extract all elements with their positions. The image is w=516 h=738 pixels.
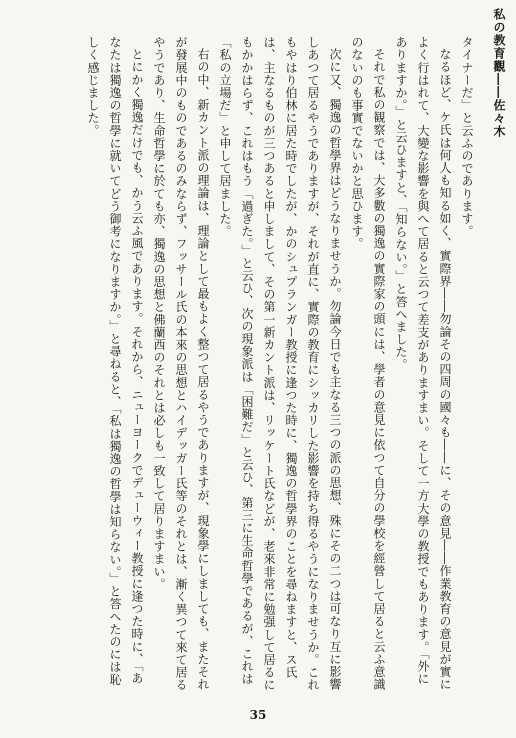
body-text (38, 36, 478, 696)
paragraph: 右の中、新カント派の理論は、理論として最もよく整つて居るやうでありますが、現象學にしましても、またそれが發展中のものであるのみならず、フッサール氏の本來の思想とハイデッガー氏等のそれとは、漸く異つて來て居るやうであり、生命哲學に於ても亦、獨逸の思想と佛蘭西のそれとは必しも一致して居りますまい。 (152, 36, 210, 692)
paragraph: 次に又、獨逸の哲學界はどうなりませうか。勿論今日でも主なる三つの派の思想、殊にその二つは可なり互に影響しあつて居るやうでありますが、それが直に、實際の教育にシッカリした影響を持ち得るやうになりませうか。これもやはり伯林に居た時でしたが、かのシュプランガー教授に逢つた時に、獨逸の哲學界のことを尋ねますと、ス氏は、主なるものが三つあると申しまして、その第一新カント派は、リッケート氏などが、老來非常に勉强して居るにもかかはらず、これはもう「過ぎた。」と云ひ、次の現象派は「困難だ」と云ひ、第三に生命哲學であるが、これは「私の立場だ」と申して居ました。 (218, 36, 342, 692)
paragraph: それで私の観察では、大多數の獨逸の實際家の頭には、學者の意見に依つて自分の學校を經營して居ると云ふ意識のないのも事實でないかと思ひます。 (350, 36, 386, 691)
paragraph: タイナーだ」と云ふのであります。 (460, 36, 474, 238)
paragraph: とにかく獨逸だけでも、かう云ふ風であります。それから、ニューヨークでデューウィー教授に逢つた時に、「あなたは獨逸の哲學に就いてどう御考になりますか。」と尋ねると、「私は獨逸の哲學は知らない。」と答へたのには恥しく感じました。 (86, 36, 144, 686)
paragraph: なるほど、ケ氏は何人も知る如く、實際界――勿論その四周の國々も――に、その意見――作業教育の意見が實によく行はれて、大變な影響を與へて居ると云つて差支がありますまい。そして一方大學の教授でもあります。「外にありますか。」と云ひますと、「知らない。」と答へました。 (394, 36, 452, 691)
running-head: 私の教育觀――佐々木 (492, 8, 506, 138)
page-number: 35 (249, 708, 267, 722)
